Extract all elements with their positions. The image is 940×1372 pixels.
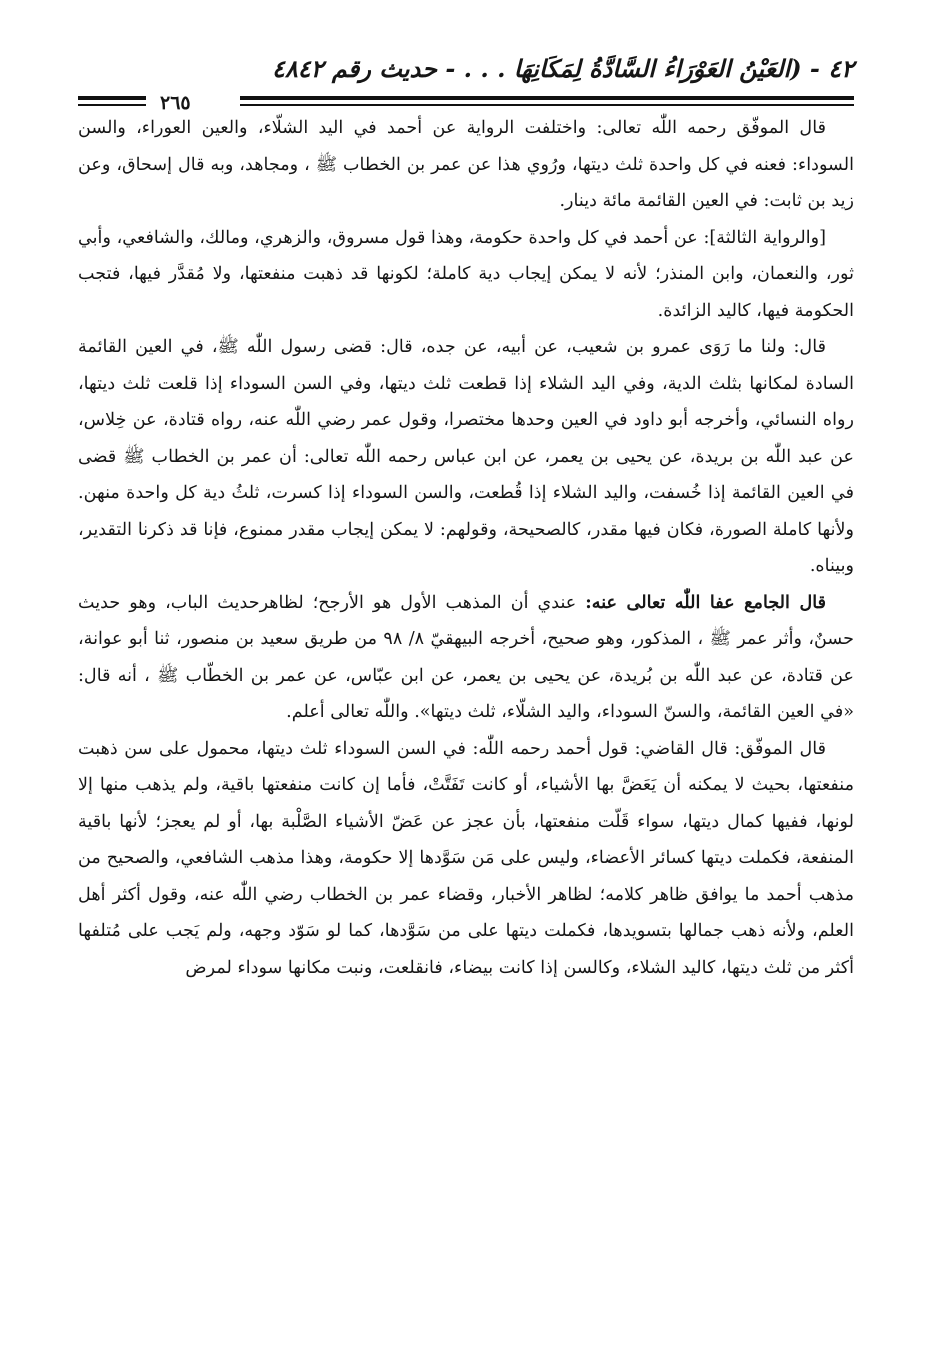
body-text (78, 110, 854, 986)
running-title: ٤٢ - (العَيْنُ العَوْرَاءُ السَّادَّةُ لِمَكَانِهَا . . . - حديث رقم ٤٨٤٢ (271, 54, 854, 83)
paragraph-5 (78, 731, 854, 987)
paragraph-4-lead: قال الجامع عفا اللّٰه تعالى عنه: (585, 591, 826, 613)
paragraph-3-text: قال: ولنا ما رَوَى عمرو بن شعيب، عن أبيه، عن جده، قال: قضى رسول اللّٰه ﷺ، في العين القائمة السادة لمكانها بثلث الدية، وفي اليد الشلاء إذا قطعت ثلث ديتها، وفي السن السوداء إذا قلعت ثلث ديتها، رواه النسائي، وأخرجه أبو داود في العين وحدها مختصرا، وقول عمر رضي اللّٰه عنه، رواه قتادة، عن خِلاس، عن عبد اللّٰه بن بريدة، عن يحيى بن يعمر، عن ابن عباس رحمه اللّٰه تعالى: أن عمر بن الخطاب ﷺ قضى في العين القائمة إذا خُسفت، واليد الشلاء إذا قُطعت، والسن السوداء إذا كسرت، ثلثُ دية كل واحدة منهن. ولأنها كاملة الصورة، فكان فيها مقدر، كالصحيحة، وقولهم: لا يمكن إيجاب مقدر ممنوع، فإنا قد ذكرنا التقدير، وبيناه. (78, 337, 854, 576)
paragraph-1-text: قال الموفّق رحمه اللّٰه تعالى: واختلفت الرواية عن أحمد في اليد الشلّاء، والعين العوراء، والسن السوداء: فعنه في كل واحدة ثلث ديتها، ورُوي هذا عن عمر بن الخطاب ﷺ ، ومجاهد، وبه قال إسحاق، وعن زيد بن ثابت: في العين القائمة مائة دينار. (78, 118, 854, 211)
header-rule-long (240, 96, 854, 106)
paragraph-2-text: [والرواية الثالثة]: عن أحمد في كل واحدة حكومة، وهذا قول مسروق، والزهري، ومالك، والشافعي، وأبي ثور، والنعمان، وابن المنذر؛ لأنه لا يمكن إيجاب دية كاملة؛ لكونها قد ذهبت منفعتها، ولا مُقدَّر فيها، فتجب الحكومة فيها، كاليد الزائدة. (78, 227, 854, 321)
page-header (78, 52, 854, 114)
page-number: ٢٦٥ (160, 92, 191, 114)
header-rule-short (78, 96, 146, 106)
paragraph-1 (78, 110, 854, 220)
paragraph-5-text: قال الموفّق: قال القاضي: قول أحمد رحمه اللّٰه: في السن السوداء ثلث ديتها، محمول على سن ذهبت منفعتها، بحيث لا يمكنه أن يَعَضَّ بها الأشياء، أو كانت تَفَتَّتْ، فأما إن كانت منفعتها باقية، ولم يذهب منها إلا لونها، ففيها كمال ديتها، سواء قَلّت منفعتها، بأن عجز عن عَضّ الأشياء الصَّلْبة بها، أو لم يعجز؛ لأنها باقية المنفعة، فكملت ديتها كسائر الأعضاء، وليس على مَن سَوَّدها إلا حكومة، وهذا مذهب الشافعي، والصحيح من مذهب أحمد ما يوافق ظاهر كلامه؛ لظاهر الأخبار، وقضاء عمر بن الخطاب رضي اللّٰه عنه، وقول أكثر أهل العلم، ولأنه ذهب جمالها بتسويدها، فكملت ديتها على من سَوَّدها، كما لو سَوّد وجهه، ولم يَجب على مُتلفها أكثر من ثلث ديتها، كاليد الشلاء، وكالسن إذا كانت بيضاء، فانقلعت، ونبت مكانها سوداء لمرض (78, 738, 854, 978)
paragraph-4 (78, 585, 854, 731)
paragraph-2 (78, 220, 854, 330)
paragraph-4-text: عندي أن المذهب الأول هو الأرجح؛ لظاهرحديث الباب، وهو حديث حسنٌ، وأثر عمر ﷺ ، المذكور، وهو صحيح، أخرجه البيهقيّ ٨/ ٩٨ من طريق سعيد بن منصور، ثنا أبو عوانة، عن قتادة، عن عبد اللّٰه بن بُريدة، عن يحيى بن يعمر، عن ابن عبّاس، عن عمر بن الخطّاب ﷺ ، أنه قال: «في العين القائمة، والسنّ السوداء، واليد الشلّاء، ثلث ديتها». واللّٰه تعالى أعلم. (78, 592, 854, 722)
paragraph-3 (78, 329, 854, 585)
